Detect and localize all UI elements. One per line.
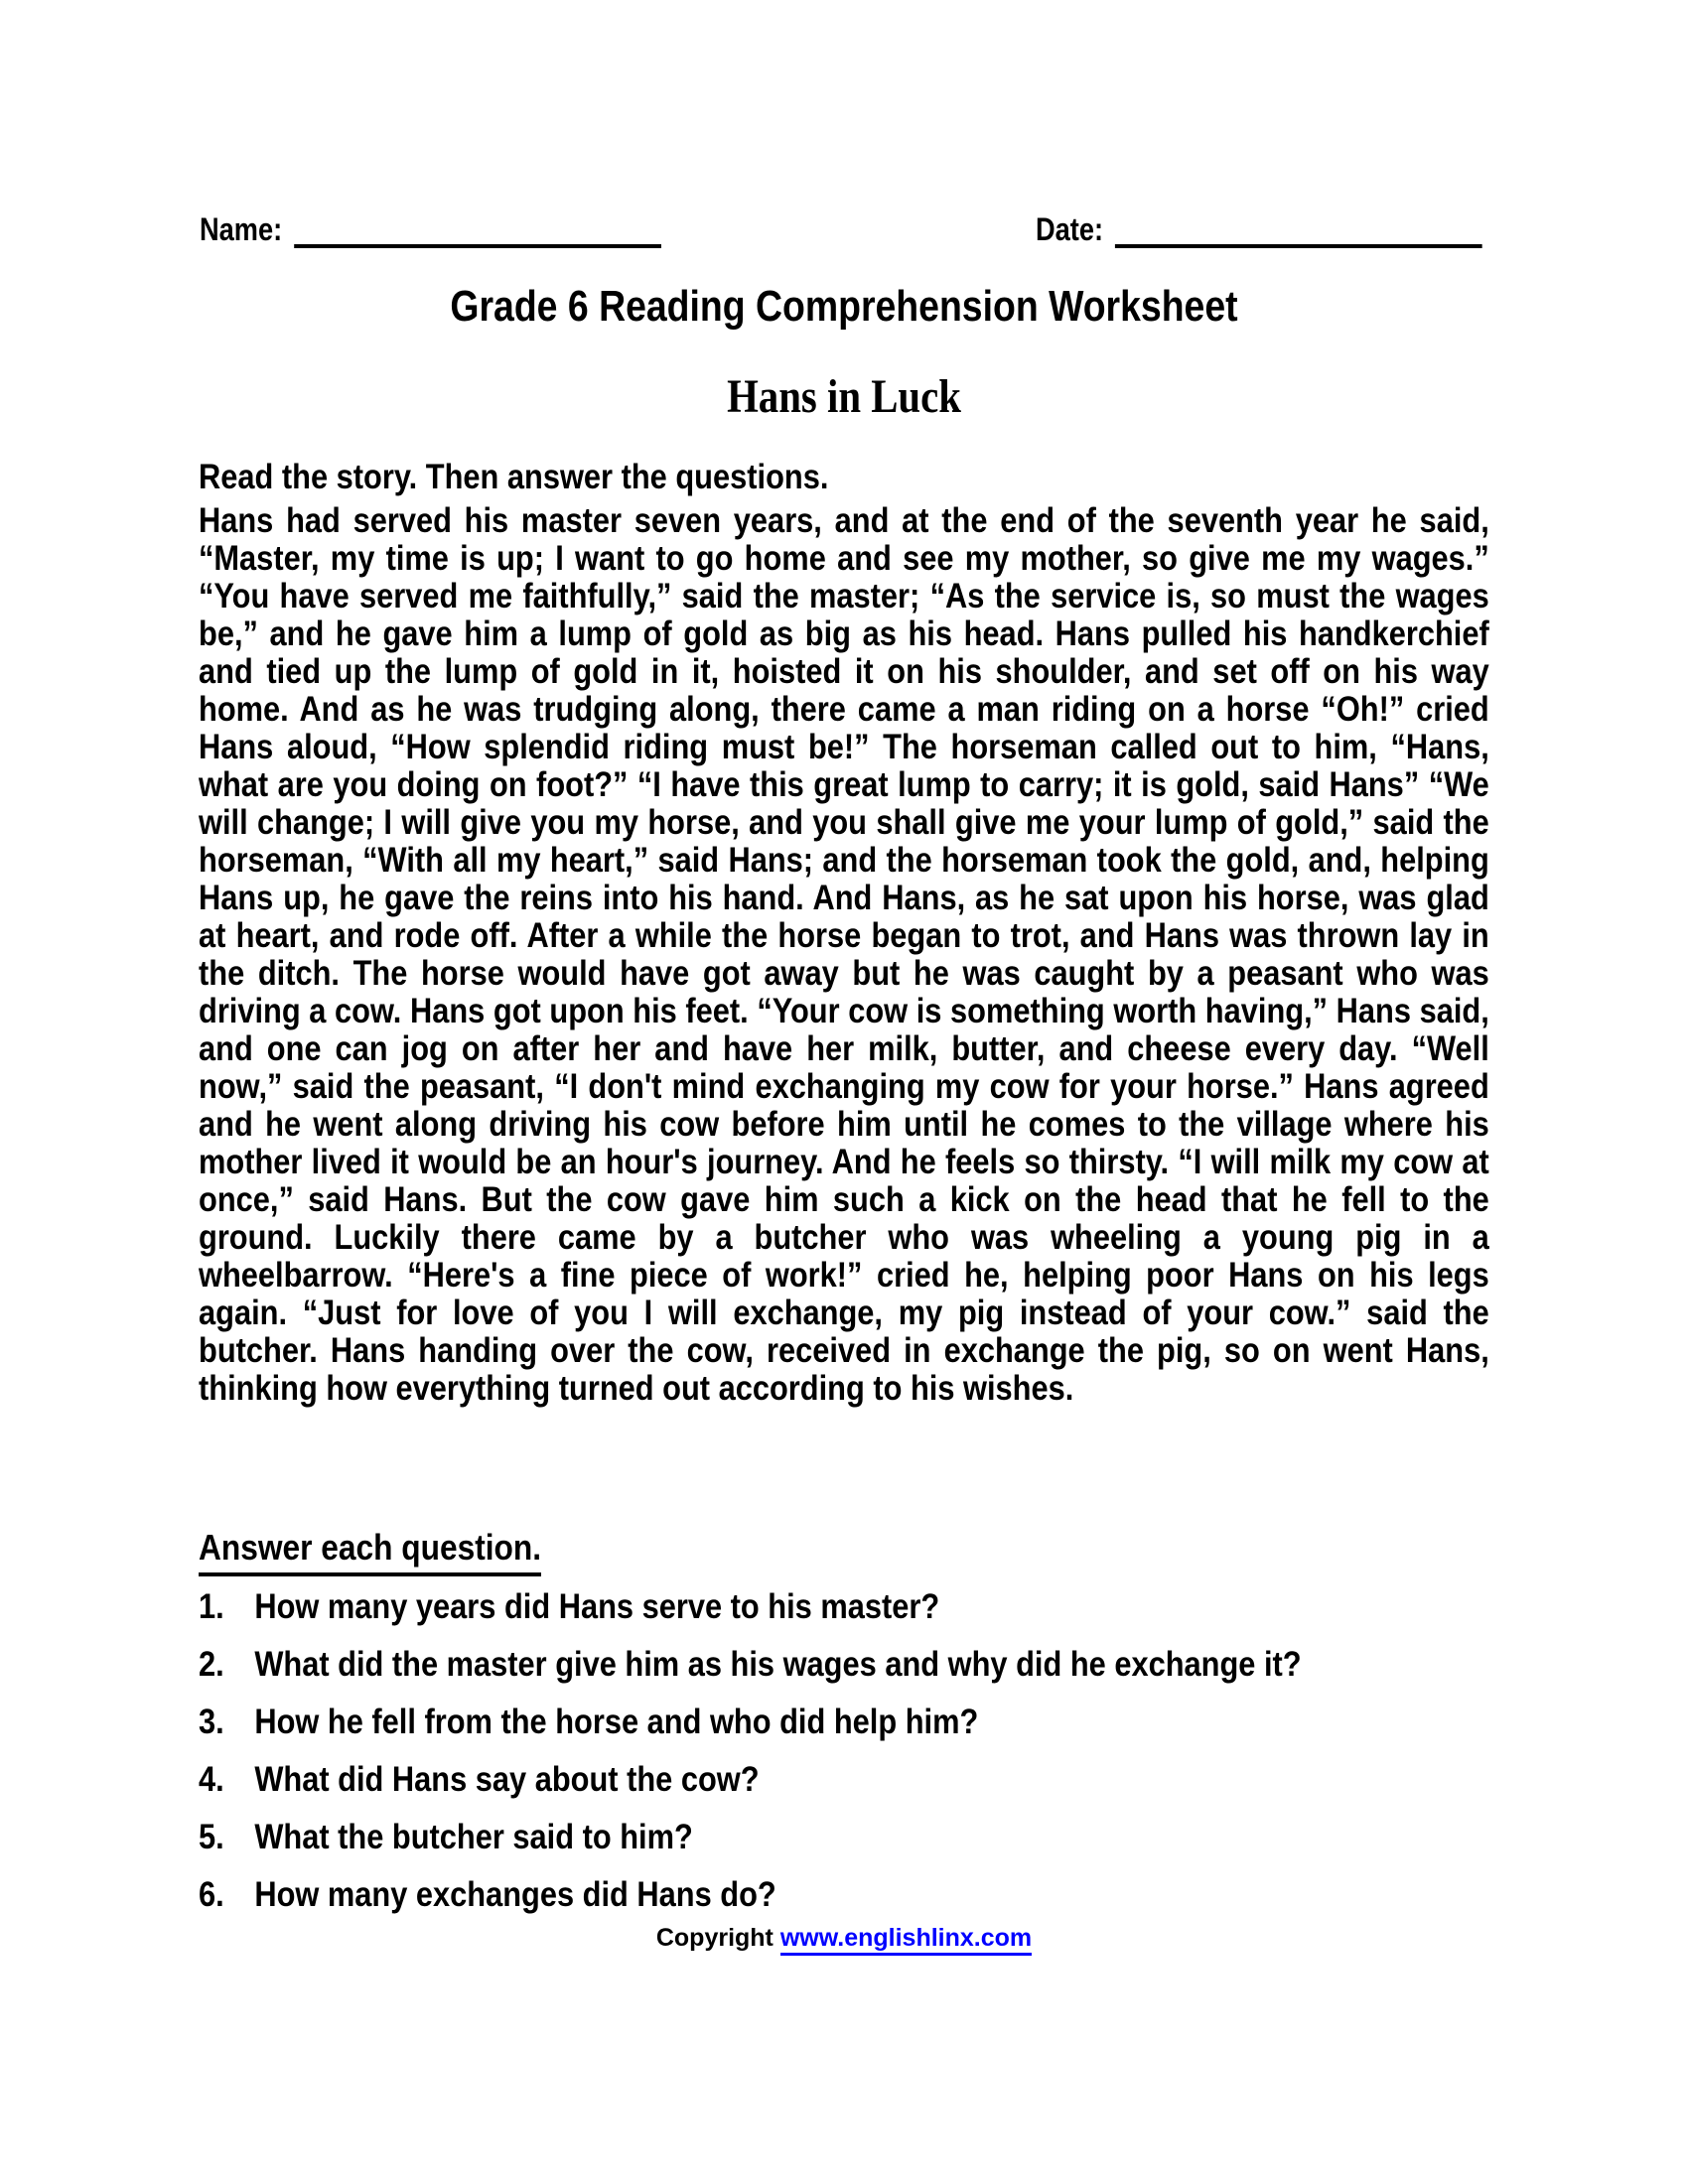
worksheet-heading: Grade 6 Reading Comprehension Worksheet [450,282,1238,331]
question-text: What did the master give him as his wages and why did he exchange it? [254,1645,1302,1684]
question-number: 5. [199,1818,224,1856]
name-blank-line [294,244,661,248]
question-number: 4. [199,1760,224,1799]
question-item [199,1819,1489,1856]
name-field [200,209,661,249]
date-field [1036,209,1482,249]
date-blank-line [1115,244,1482,248]
story-text: Hans had served his master seven years, and at the end of the seventh year he said, “Master, my time is up; I want to go home and see my mother, so give me my wages.” “You have served me faithfully,” said the master; “As the service is, so must the wages be,” and he gave him a lump of gold as big as his head. Hans pulled his handkerchief and tied up the lump of gold in it, hoisted it on his shoulder, and set off on his way home. And as he was trudging along, there came a man riding on a horse “Oh!” cried Hans aloud, “How splendid riding must be!” The horseman called out to him, “Hans, what are you doing on foot?” “I have this great lump to carry; it is gold, said Hans” “We will change; I will give you my horse, and you shall give me your lump of gold,” said the horseman, “With all my heart,” said Hans; and the horseman took the gold, and, helping Hans up, he gave the reins into his hand. And Hans, as he sat upon his horse, was glad at heart, and rode off. After a while the horse began to trot, and Hans was thrown lay in the ditch. The horse would have got away but he was caught by a peasant who was driving a cow. Hans got upon his feet. “Your cow is something worth having,” Hans said, and one can jog on after her and have her milk, butter, and cheese every day. “Well now,” said the peasant, “I don't mind exchanging my cow for your horse.” Hans agreed and he went along driving his cow before him until he comes to the village where his mother lived it would be an hour's journey. And he feels so thirsty. “I will milk my cow at once,” said Hans. But the cow gave him such a kick on the head that he fell to the ground. Luckily there came by a butcher who was wheeling a young pig in a wheelbarrow. “Here's a fine piece of work!” cried he, helping poor Hans on his legs again. “Just for love of you I will exchange, my pig instead of your cow.” said the butcher. Hans handing over the cow, received in exchange the pig, so on went Hans, thinking how everything turned out according to his wishes. [199,501,1489,1408]
question-number: 2. [199,1645,224,1684]
question-item [199,1876,1489,1914]
questions-heading: Answer each question. [199,1529,541,1576]
name-field-label: Name: [200,211,283,247]
question-item [199,1588,1489,1626]
question-text: How many exchanges did Hans do? [254,1875,776,1914]
question-text: How he fell from the horse and who did help him? [254,1703,979,1741]
question-text: What did Hans say about the cow? [254,1760,760,1799]
copyright-label: Copyright [655,1924,774,1952]
instructions-text: Read the story. Then answer the questions. [199,458,829,496]
questions-heading-wrap [199,1529,541,1576]
question-item [199,1646,1489,1684]
story-section [199,459,1489,1408]
story-title: Hans in Luck [727,370,961,423]
question-number: 3. [199,1703,224,1741]
question-text: How many years did Hans serve to his master? [254,1587,940,1626]
question-number: 1. [199,1587,224,1626]
question-text: What the butcher said to him? [254,1818,693,1856]
footer-link[interactable]: www.englishlinx.com [780,1924,1032,1956]
question-number: 6. [199,1875,224,1914]
question-item [199,1704,1489,1741]
questions-list [199,1588,1489,1934]
footer-copyright [0,1922,1688,1954]
question-item [199,1761,1489,1799]
date-field-label: Date: [1036,211,1104,247]
